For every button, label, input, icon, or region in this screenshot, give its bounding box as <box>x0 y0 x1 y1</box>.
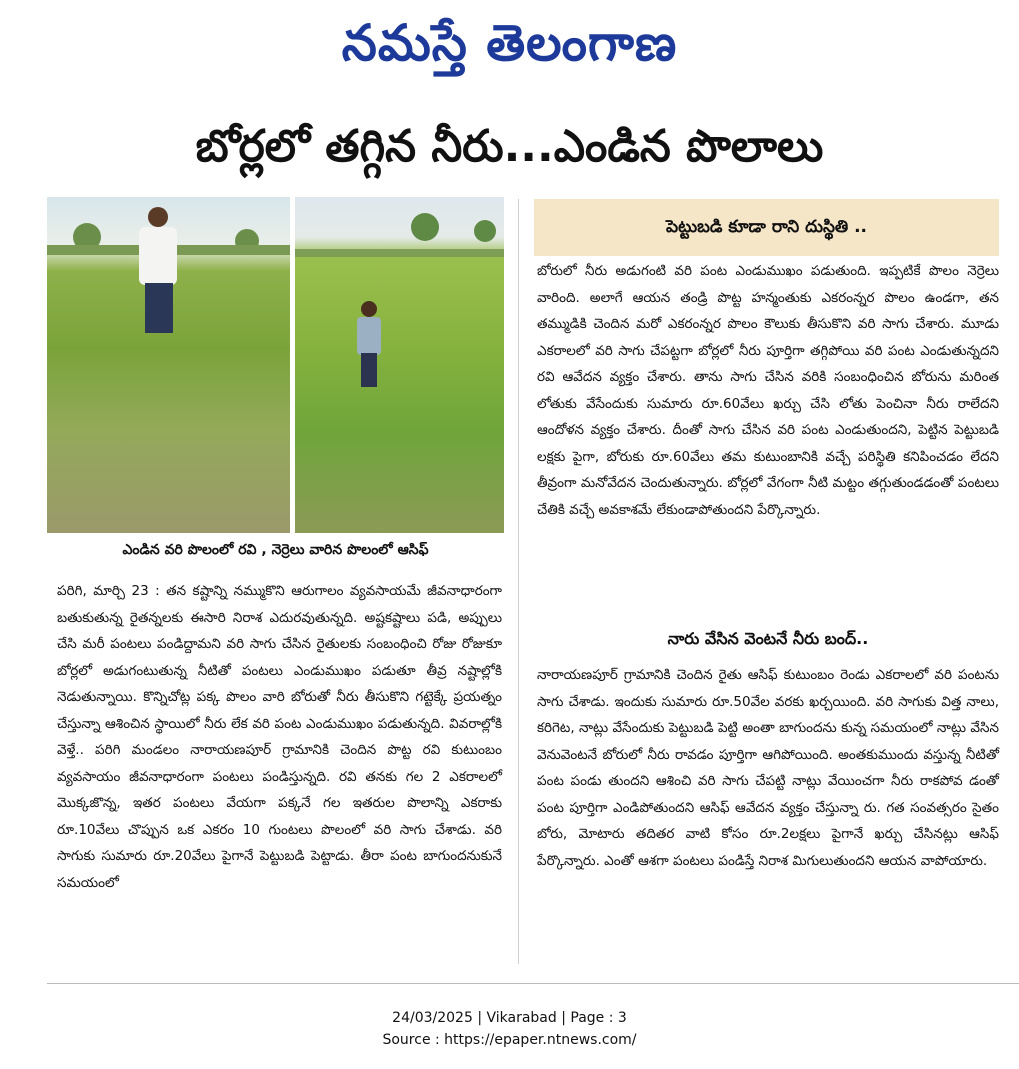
footer-date-edition-page: 24/03/2025 | Vikarabad | Page : 3 <box>392 1010 627 1026</box>
headline: బోర్లలో తగ్గిన నీరు...ఎండిన పొలాలు <box>195 121 824 172</box>
photo-asif-field <box>295 197 504 533</box>
right-article-body-a: బోరులో నీరు అడుగంటి వరి పంట ఎండుముఖం పడుతుంది. ఇప్పటికే పొలం నెర్రెలు వారింది. అలాగే ఆయన తండ్రి పొట్ట హన్మంతుకు ఎకరంన్నర పొలం ఉండగా, తన తమ్ముడికి చెందిన మరో ఎకరంన్నర పొలం కౌలుకు తీసుకొని వరి సాగు చేశారు. మూడు ఎకరాలలో వరి సాగు చేపట్టగా బోర్లలో నీరు పూర్తిగా తగ్గిపోయి వరి పంట ఎండుతున్నదని రవి ఆవేదన వ్యక్తం చేశారు. తాను సాగు చేసిన వరికి సంబంధించిన బోరును మరింత లోతుకు వేసేందుకు సుమారు రూ.60వేలు ఖర్చు చేసి లోతు పెంచినా నీరు రాలేదని ఆందోళన వ్యక్తం చేశారు. దీంతో సాగు చేసిన వరి పంట ఎండుతుందని, పెట్టిన పెట్టుబడి లక్షకు పైగా, బోరుకు రూ.60వేలు తమ కుటుంబానికి వచ్చే పరిస్థితి కనిపించడం లేదని తీవ్రంగా మనోవేదన చెందుతున్నారు. బోర్లలో వేగంగా నీటి మట్టం తగ్గుతుండడంతో పంటలు చేతికి వచ్చే అవకాశమే లేకుండాపోతుందని పేర్కొన్నారు. <box>537 263 999 518</box>
footer-source-link[interactable]: Source : https://epaper.ntnews.com/ <box>382 1032 637 1048</box>
box-heading: పెట్టుబడి కూడా రాని దుస్థితి .. <box>534 199 999 256</box>
subheading: నారు వేసిన వెంటనే నీరు బంద్.. <box>667 629 869 648</box>
footer-divider <box>47 983 1019 984</box>
column-divider <box>518 199 519 964</box>
masthead-title: నమస్తే తెలంగాణ <box>341 14 678 72</box>
right-article-body-b: నారాయణపూర్ గ్రామానికి చెందిన రైతు ఆసిఫ్ కుటుంబం రెండు ఎకరాలలో వరి పంటను సాగు చేశాడు. ఇందుకు సుమారు రూ.50వేల వరకు ఖర్చయింది. వరి సాగుకు విత్త నాలు, కరిగెట, నాట్లు వేసేందుకు పెట్టుబడి పెట్టి అంతా బాగుందను కున్న సమయంలో నాట్లు వేసిన వెనువెంటనే బోరులో నీరు రావడం పూర్తిగా ఆగిపోయింది. అంతకుముందు వస్తున్న నీటితో పంట పండు తుందని ఆశించి వరి సాగు చేపట్టి నాట్లు వేయించగా నీరు రాకపోవ డంతో పంట పూర్తిగా ఎండిపోతుందని ఆసిఫ్ ఆవేదన వ్యక్తం చేస్తున్నా రు. గత సంవత్సరం సైతం బోరు, మోటారు తదితర వాటి కోసం రూ.2లక్షలు పైగానే ఖర్చు చేసినట్లు ఆసిఫ్ పేర్కొన్నారు. ఎంతో ఆశగా పంటలు పండిస్తే నిరాశ మిగులుతుందని ఆయన వాపోయారు. <box>537 667 999 869</box>
photo-caption: ఎండిన వరి పొలంలో రవి , నెర్రెలు వారిన పొలంలో ఆసిఫ్ <box>122 542 429 558</box>
farmer-figure-asif <box>295 197 504 533</box>
photo-ravi-field <box>47 197 290 533</box>
farmer-figure-ravi <box>47 197 290 533</box>
left-article-body: పరిగి, మార్చి 23 : తన కష్టాన్ని నమ్ముకొని ఆరుగాలం వ్యవసాయమే జీవనాధారంగా బతుకుతున్న రైతన్నలకు ఈసారి నిరాశ ఎదురవుతున్నది. అష్టకష్టాలు పడి, అప్పులు చేసి మరీ పంటలు పండిద్దామని వరి సాగు చేసిన రైతులకు సంబంధించి రోజు రోజుకూ బోర్లలో అడుగంటుతున్న నీటితో పంటలు ఎండుముఖం పడుతూ తీవ్ర నష్టాల్లోకి నెడుతున్నాయి. కొన్నిచోట్ల పక్క పొలం వారి బోరుతో నీరు తీసుకొని గట్టెక్కే ప్రయత్నం చేస్తున్నా ఆశించిన స్థాయిలో నీరు లేక వరి పంట ఎండుముఖం పడుతున్నది. వివరాల్లోకి వెళ్తే.. పరిగి మండలం నారాయణపూర్ గ్రామానికి చెందిన పొట్ట రవి కుటుంబం వ్యవసాయం జీవనాధారంగా పంటలు పండిస్తున్నది. రవి తనకు గల 2 ఎకరాలలో మొక్కజొన్న, ఇతర పంటలు వేయగా పక్కనే గల ఇతరుల పొలాన్ని ఎకరాకు రూ.10వేలు చొప్పున ఒక ఎకరం 10 గుంటలు పొలంలో వరి సాగు చేశాడు. వరి సాగుకు సుమారు రూ.20వేలు పైగానే పెట్టుబడి పెట్టాడు. తీరా పంట బాగుందనుకునే సమయంలో <box>57 583 502 891</box>
